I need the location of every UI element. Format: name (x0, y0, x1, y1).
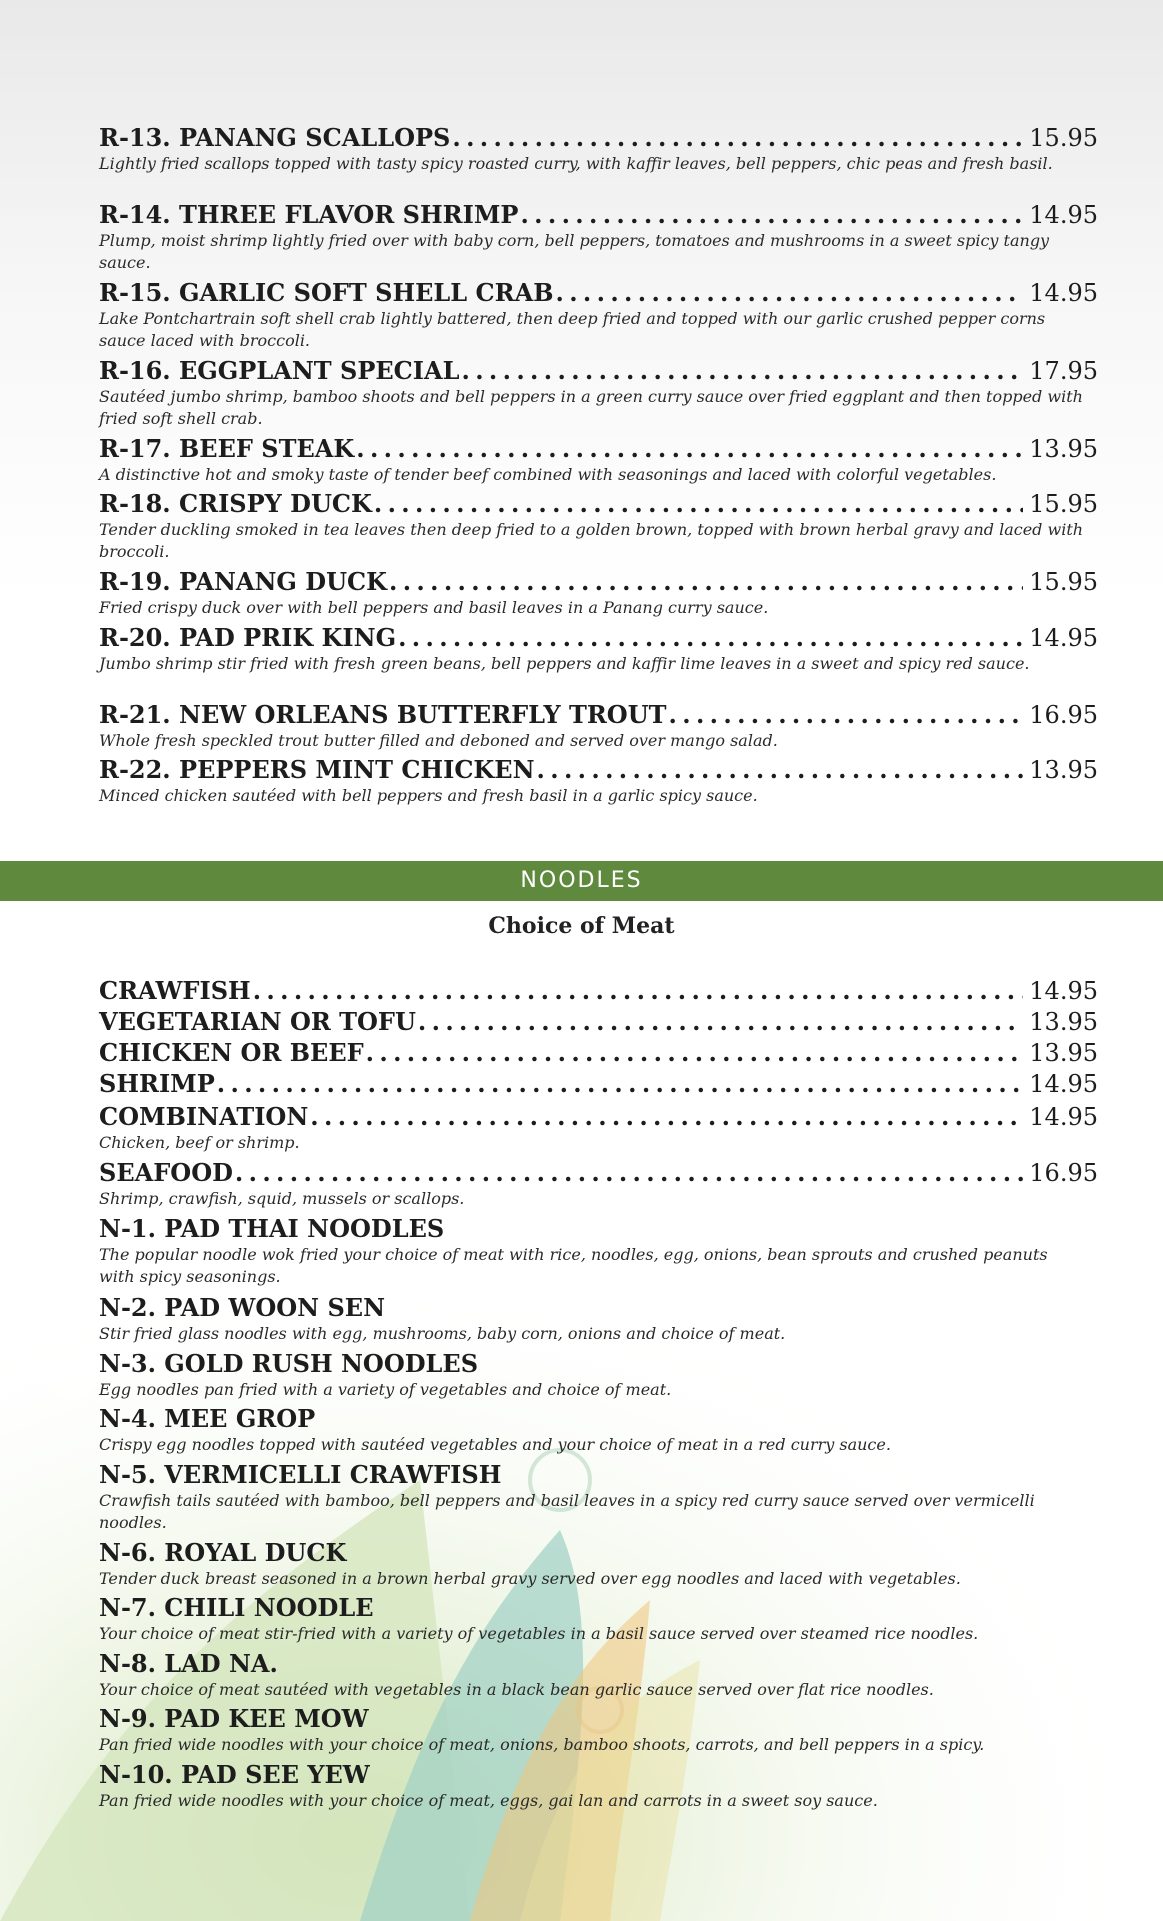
menu-item-price: 13.95 (1029, 435, 1098, 463)
meat-option-price: 16.95 (1029, 1159, 1098, 1187)
noodle-dish-description: Tender duck breast seasoned in a brown herbal gravy served over egg noodles and laced with vegetables. (99, 1569, 961, 1588)
noodle-dish-description: Crispy egg noodles topped with sautéed vegetables and your choice of meat in a red curry sauce. (99, 1435, 891, 1454)
noodle-dish-row (99, 1461, 1098, 1489)
meat-option-row (99, 1070, 1098, 1098)
meat-option (99, 1039, 1098, 1067)
menu-item (99, 201, 1098, 274)
leader-dots (452, 124, 1023, 152)
menu-item-description: A distinctive hot and smoky taste of tender beef combined with seasonings and laced with colorful vegetables. (99, 465, 997, 484)
menu-item-name: R-18. CRISPY DUCK (99, 489, 372, 518)
meat-option-description: Shrimp, crawfish, squid, mussels or scallops. (99, 1189, 465, 1208)
menu-item-description: Whole fresh speckled trout butter filled and deboned and served over mango salad. (99, 731, 778, 750)
noodle-dish (99, 1350, 1098, 1401)
leader-dots (537, 756, 1024, 784)
menu-item-price: 16.95 (1029, 701, 1098, 729)
leader-dots (253, 977, 1024, 1005)
meat-option-price: 14.95 (1029, 1070, 1098, 1098)
menu-item-row (99, 201, 1098, 229)
menu-item-name: R-14. THREE FLAVOR SHRIMP (99, 200, 519, 229)
noodle-dish-description: Egg noodles pan fried with a variety of vegetables and choice of meat. (99, 1380, 672, 1399)
menu-item-name: R-16. EGGPLANT SPECIAL (99, 356, 460, 385)
noodle-dish-name: N-8. LAD NA. (99, 1649, 278, 1678)
noodle-dish-row (99, 1215, 1098, 1243)
noodle-dish-name: N-9. PAD KEE MOW (99, 1704, 369, 1733)
menu-item-row (99, 756, 1098, 784)
noodle-dish-description: Crawfish tails sautéed with bamboo, bell peppers and basil leaves in a spicy red curry sauce served over vermicelli noodles. (99, 1491, 1035, 1532)
noodle-dish (99, 1705, 1098, 1756)
menu-item-row (99, 279, 1098, 307)
meat-option-name: SEAFOOD (99, 1158, 233, 1187)
menu-item (99, 701, 1098, 752)
noodle-dish-description: Pan fried wide noodles with your choice of meat, eggs, gai lan and carrots in a sweet soy sauce. (99, 1791, 878, 1810)
noodle-dish (99, 1461, 1098, 1534)
menu-item-row (99, 624, 1098, 652)
menu-item (99, 756, 1098, 807)
menu-item-row (99, 701, 1098, 729)
meat-option (99, 1008, 1098, 1036)
choice-of-meat-heading: Choice of Meat (488, 913, 675, 939)
noodles-section-banner: NOODLES (0, 861, 1163, 901)
menu-item-row (99, 124, 1098, 152)
meat-option-description: Chicken, beef or shrimp. (99, 1133, 300, 1152)
noodle-dish-row (99, 1705, 1098, 1733)
menu-item-name: R-15. GARLIC SOFT SHELL CRAB (99, 278, 554, 307)
menu-item-price: 15.95 (1029, 568, 1098, 596)
meat-option (99, 1103, 1098, 1154)
noodle-dish-row (99, 1761, 1098, 1789)
noodle-dish-name: N-10. PAD SEE YEW (99, 1760, 370, 1789)
noodle-dish-row (99, 1350, 1098, 1378)
leader-dots (310, 1103, 1023, 1131)
menu-item-description: Lightly fried scallops topped with tasty spicy roasted curry, with kaffir leaves, bell peppers, chic peas and fresh basil. (99, 154, 1053, 173)
meat-option-price: 14.95 (1029, 977, 1098, 1005)
menu-item (99, 279, 1098, 352)
menu-item-price: 15.95 (1029, 124, 1098, 152)
menu-item-price: 15.95 (1029, 490, 1098, 518)
noodle-dish-row (99, 1294, 1098, 1322)
meat-option-row (99, 1008, 1098, 1036)
menu-item-description: Plump, moist shrimp lightly fried over with baby corn, bell peppers, tomatoes and mushrooms in a sweet spicy tangy sauce. (99, 231, 1050, 272)
leader-dots (389, 568, 1023, 596)
leader-dots (374, 490, 1023, 518)
leader-dots (235, 1159, 1023, 1187)
menu-item-price: 13.95 (1029, 756, 1098, 784)
meat-option (99, 1070, 1098, 1098)
noodle-dish-description: Stir fried glass noodles with egg, mushrooms, baby corn, onions and choice of meat. (99, 1324, 786, 1343)
leader-dots (462, 357, 1024, 385)
noodle-dish-description: Your choice of meat sautéed with vegetables in a black bean garlic sauce served over flat rice noodles. (99, 1680, 934, 1699)
noodle-dish-description: Pan fried wide noodles with your choice of meat, onions, bamboo shoots, carrots, and bell peppers in a spicy. (99, 1735, 985, 1754)
menu-item-row (99, 435, 1098, 463)
menu-item-description: Tender duckling smoked in tea leaves then deep fried to a golden brown, topped with brown herbal gravy and laced with broccoli. (99, 520, 1084, 561)
menu-item-price: 14.95 (1029, 624, 1098, 652)
menu-item-price: 14.95 (1029, 279, 1098, 307)
menu-item-description: Fried crispy duck over with bell peppers and basil leaves in a Panang curry sauce. (99, 598, 769, 617)
menu-item-description: Minced chicken sautéed with bell peppers and fresh basil in a garlic spicy sauce. (99, 786, 758, 805)
menu-item (99, 435, 1098, 486)
noodle-dish (99, 1650, 1098, 1701)
noodle-dish (99, 1761, 1098, 1812)
meat-option-row (99, 1039, 1098, 1067)
menu-item-name: R-17. BEEF STEAK (99, 434, 355, 463)
menu-item-price: 14.95 (1029, 201, 1098, 229)
meat-option (99, 1159, 1098, 1210)
menu-item (99, 490, 1098, 563)
noodle-dish-row (99, 1539, 1098, 1567)
menu-item (99, 624, 1098, 675)
leader-dots (398, 624, 1023, 652)
noodle-dish-name: N-1. PAD THAI NOODLES (99, 1214, 445, 1243)
noodle-dish-description: Your choice of meat stir-fried with a variety of vegetables in a basil sauce served over steamed rice noodles. (99, 1624, 979, 1643)
meat-option-row (99, 977, 1098, 1005)
leader-dots (520, 201, 1023, 229)
menu-item-row (99, 357, 1098, 385)
leader-dots (217, 1070, 1023, 1098)
meat-option-price: 13.95 (1029, 1008, 1098, 1036)
menu-item-name: R-20. PAD PRIK KING (99, 623, 397, 652)
menu-item-price: 17.95 (1029, 357, 1098, 385)
menu-item-name: R-13. PANANG SCALLOPS (99, 123, 451, 152)
noodle-dish-name: N-4. MEE GROP (99, 1404, 316, 1433)
noodle-dish-row (99, 1594, 1098, 1622)
leader-dots (669, 701, 1024, 729)
menu-item-name: R-21. NEW ORLEANS BUTTERFLY TROUT (99, 700, 667, 729)
menu-item (99, 124, 1098, 175)
noodle-dish-description: The popular noodle wok fried your choice of meat with rice, noodles, egg, onions, bean sprouts and crushed peanuts with spicy seasonings. (99, 1245, 1048, 1286)
noodle-dish-name: N-3. GOLD RUSH NOODLES (99, 1349, 479, 1378)
meat-option-name: COMBINATION (99, 1102, 309, 1131)
meat-option-price: 13.95 (1029, 1039, 1098, 1067)
menu-item-name: R-19. PANANG DUCK (99, 567, 387, 596)
leader-dots (356, 435, 1023, 463)
menu-item-description: Sautéed jumbo shrimp, bamboo shoots and bell peppers in a green curry sauce over fried eggplant and then topped with fried soft shell crab. (99, 387, 1083, 428)
noodle-dish-name: N-7. CHILI NOODLE (99, 1593, 374, 1622)
meat-option-name: CHICKEN OR BEEF (99, 1038, 364, 1067)
noodle-dish (99, 1294, 1098, 1345)
noodle-dish-name: N-6. ROYAL DUCK (99, 1538, 347, 1567)
menu-item-row (99, 568, 1098, 596)
menu-item-row (99, 490, 1098, 518)
noodle-dish-name: N-5. VERMICELLI CRAWFISH (99, 1460, 502, 1489)
meat-option-name: SHRIMP (99, 1069, 215, 1098)
leader-dots (366, 1039, 1024, 1067)
meat-option-name: VEGETARIAN OR TOFU (99, 1007, 416, 1036)
meat-option-row (99, 1103, 1098, 1131)
noodle-dish (99, 1405, 1098, 1456)
meat-option-price: 14.95 (1029, 1103, 1098, 1131)
menu-item-name: R-22. PEPPERS MINT CHICKEN (99, 755, 535, 784)
leader-dots (418, 1008, 1023, 1036)
menu-item-description: Lake Pontchartrain soft shell crab lightly battered, then deep fried and topped with our garlic crushed pepper corns sauce laced with broccoli. (99, 309, 1046, 350)
noodle-dish (99, 1539, 1098, 1590)
noodle-dish-row (99, 1650, 1098, 1678)
meat-option-row (99, 1159, 1098, 1187)
menu-item (99, 568, 1098, 619)
meat-option-name: CRAWFISH (99, 976, 251, 1005)
noodle-dish-row (99, 1405, 1098, 1433)
noodle-dish (99, 1594, 1098, 1645)
menu-item (99, 357, 1098, 430)
noodle-dish (99, 1215, 1098, 1288)
noodle-dish-name: N-2. PAD WOON SEN (99, 1293, 386, 1322)
menu-item-description: Jumbo shrimp stir fried with fresh green beans, bell peppers and kaffir lime leaves in a sweet and spicy red sauce. (99, 654, 1030, 673)
meat-option (99, 977, 1098, 1005)
leader-dots (556, 279, 1024, 307)
